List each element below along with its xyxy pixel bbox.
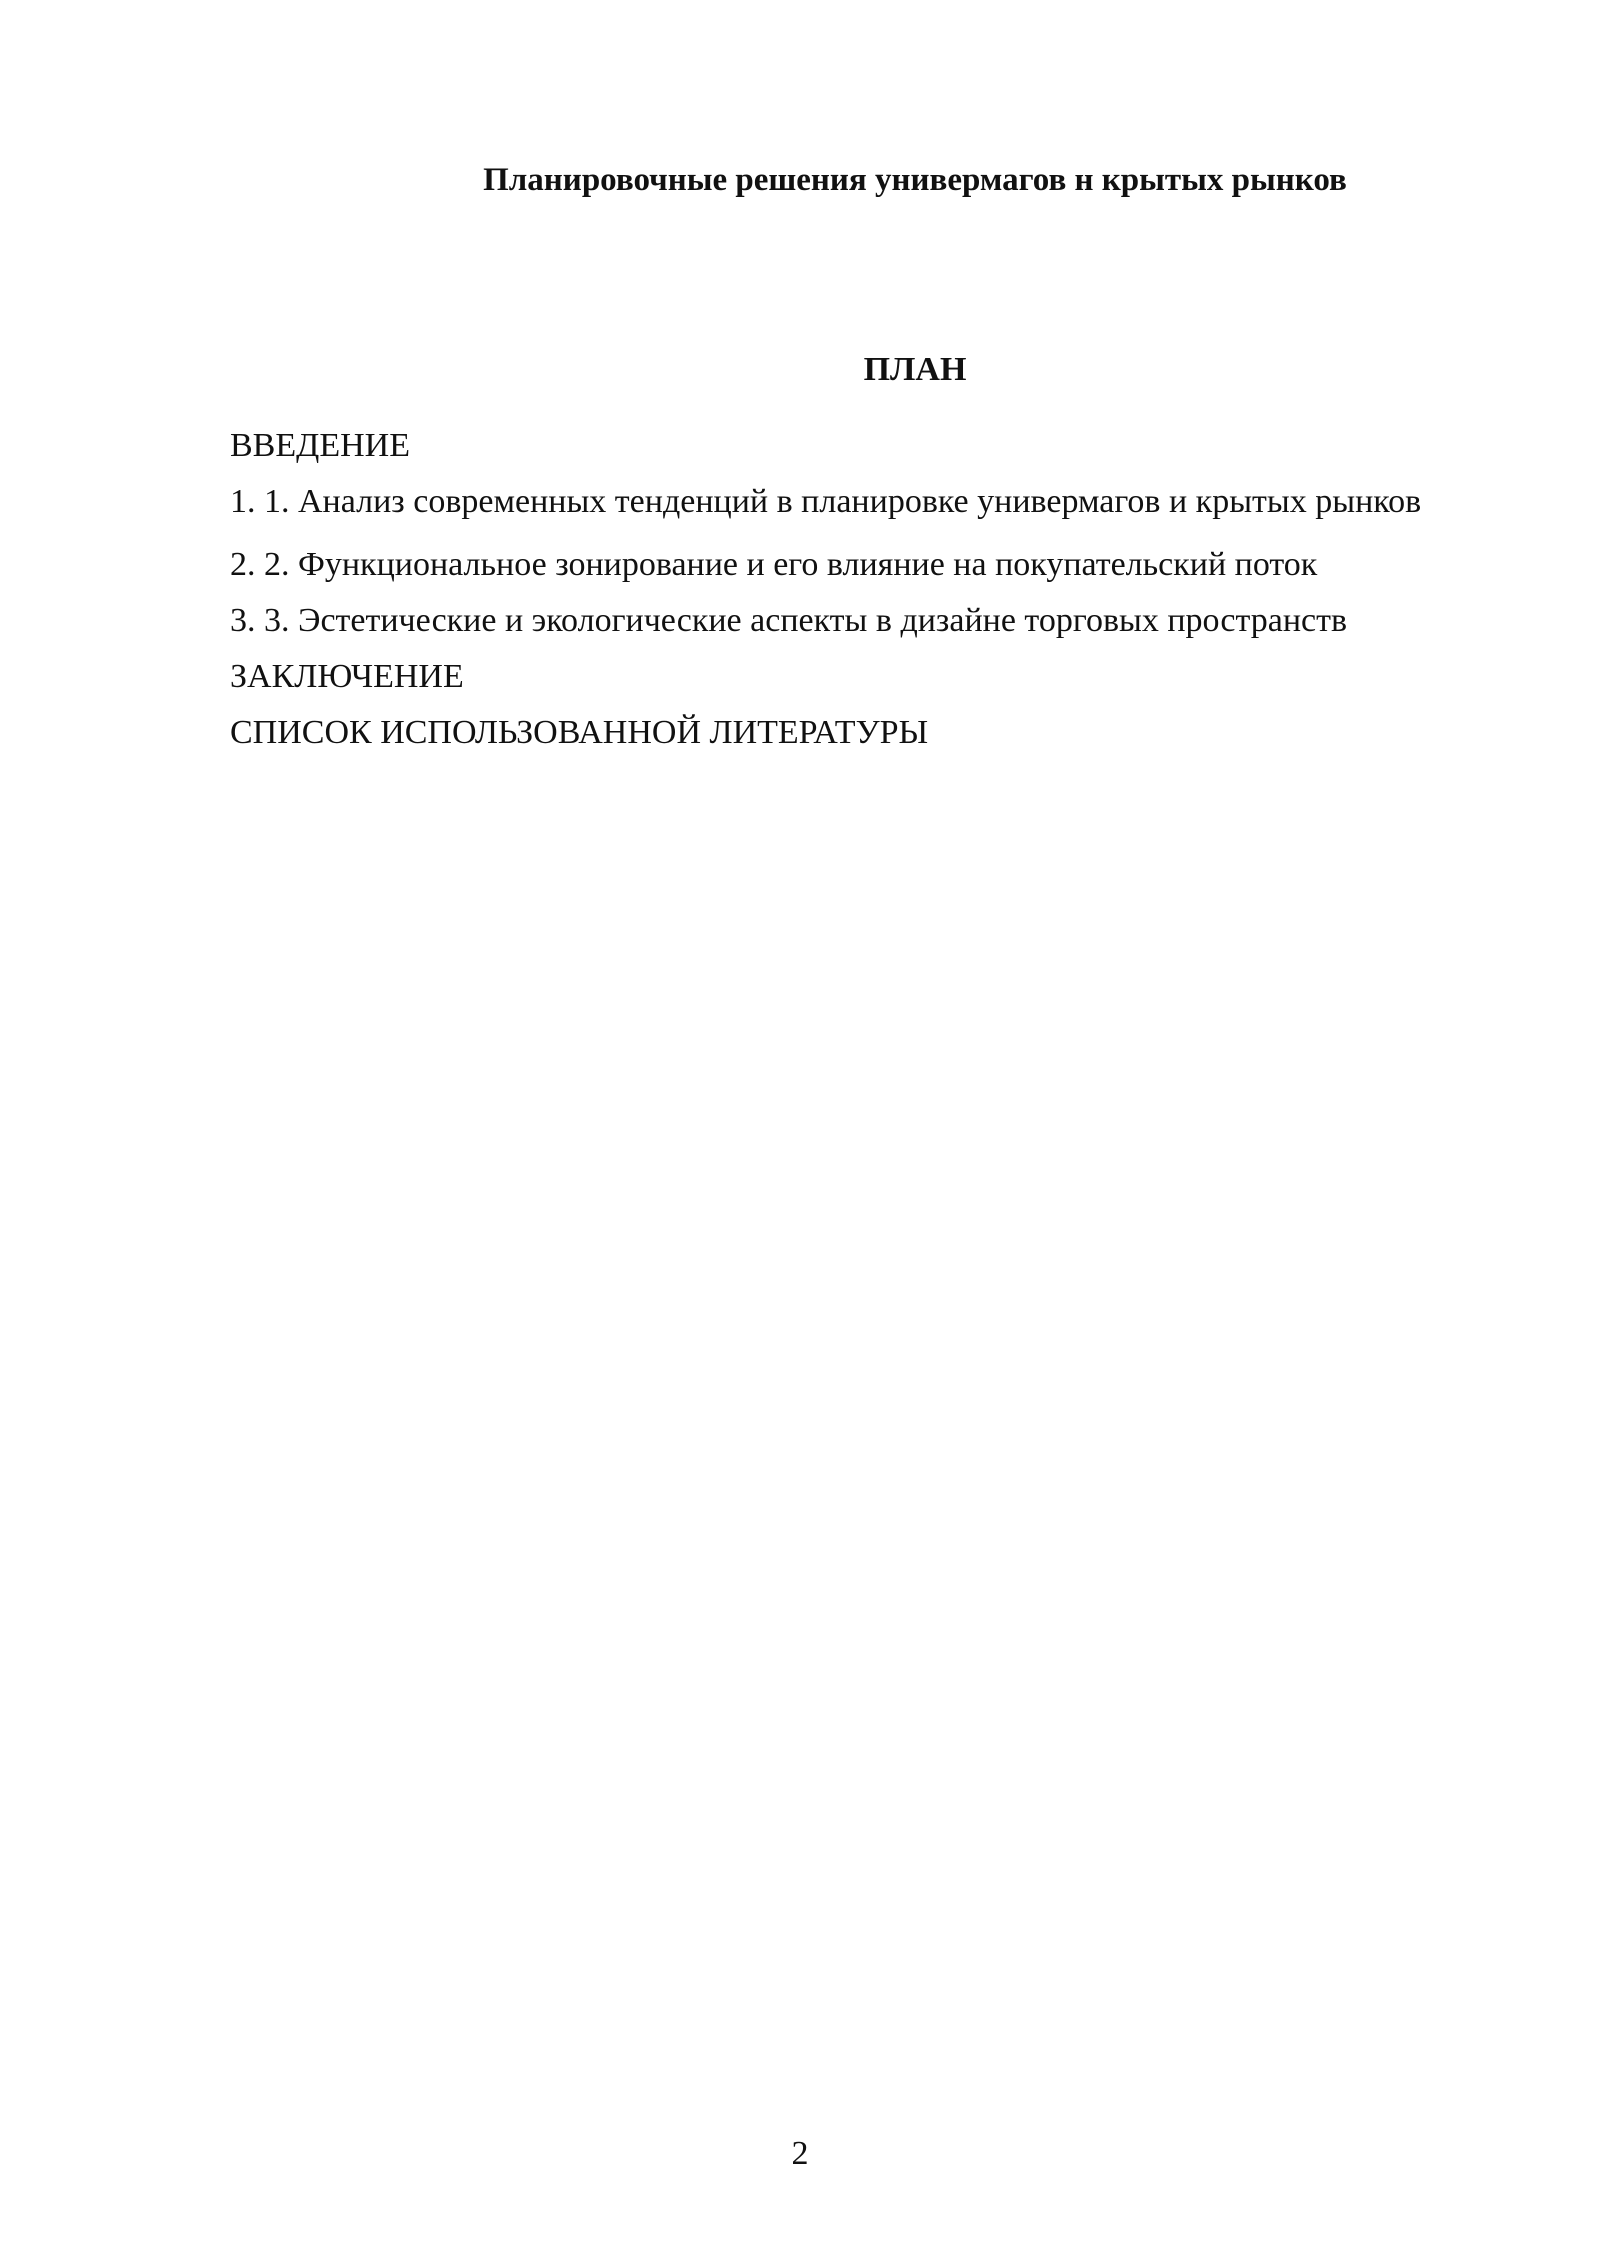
plan-heading: ПЛАН <box>863 351 967 388</box>
toc-item-conclusion: ЗАКЛЮЧЕНИЕ <box>230 658 464 695</box>
toc-item-references: СПИСОК ИСПОЛЬЗОВАННОЙ ЛИТЕРАТУРЫ <box>230 714 929 751</box>
toc-item-chapter-2: 2. 2. Функциональное зонирование и его влияние на покупательский поток <box>230 546 1318 583</box>
toc-item-chapter-3: 3. 3. Эстетические и экологические аспекты в дизайне торговых пространств <box>230 602 1348 639</box>
toc-item-introduction: ВВЕДЕНИЕ <box>230 427 410 464</box>
table-of-contents <box>230 418 1530 761</box>
document-title: Планировочные решения универмагов н крытых рынков <box>483 162 1347 198</box>
toc-item-chapter-1: 1. 1. Анализ современных тенденций в планировке универмагов и крытых рынков <box>230 483 1422 520</box>
page-number: 2 <box>791 2135 809 2172</box>
